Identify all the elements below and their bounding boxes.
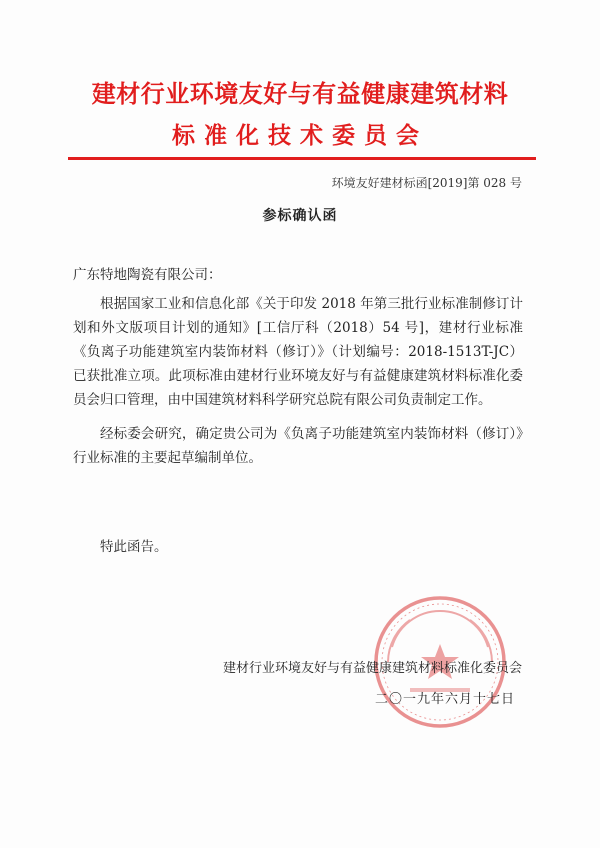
addressee: 广东特地陶瓷有限公司： xyxy=(73,267,222,283)
letterhead-org-line1: 建材行业环境友好与有益健康建筑材料 xyxy=(91,80,509,108)
body-paragraph: 经标委会研究，确定贵公司为《负离子功能建筑室内装饰材料（修订）》行业标准的主要起草编制单位。 xyxy=(73,426,523,466)
body-paragraph: 根据国家工业和信息化部《关于印发 2018 年第三批行业标准制修订计划和外文版项目计划的通知》[工信厅科（2018）54 号]，建材行业标准《负离子功能建筑室内装饰材料（修订）》（计划编号：2018-1513T-JC）已获批准立项。此项标准由建材行业环境友好与有益健康建筑材料标准化委员会归口管理，由中国建筑材料科学研究总院有限公司负责制定工作。 xyxy=(73,296,523,408)
letterhead-org-line2: 标准化技术委员会 xyxy=(172,123,428,149)
letter-body xyxy=(73,292,523,480)
signature-date: 二〇一九年六月十七日 xyxy=(374,692,515,707)
letterhead-divider xyxy=(68,157,536,160)
closing-line: 特此函告。 xyxy=(100,539,168,555)
document-number: 环境友好建材标函[2019]第 028 号 xyxy=(331,176,522,190)
signature-organization: 建材行业环境友好与有益健康建筑材料标准化委员会 xyxy=(222,661,522,676)
letter-title: 参标确认函 xyxy=(262,208,338,224)
